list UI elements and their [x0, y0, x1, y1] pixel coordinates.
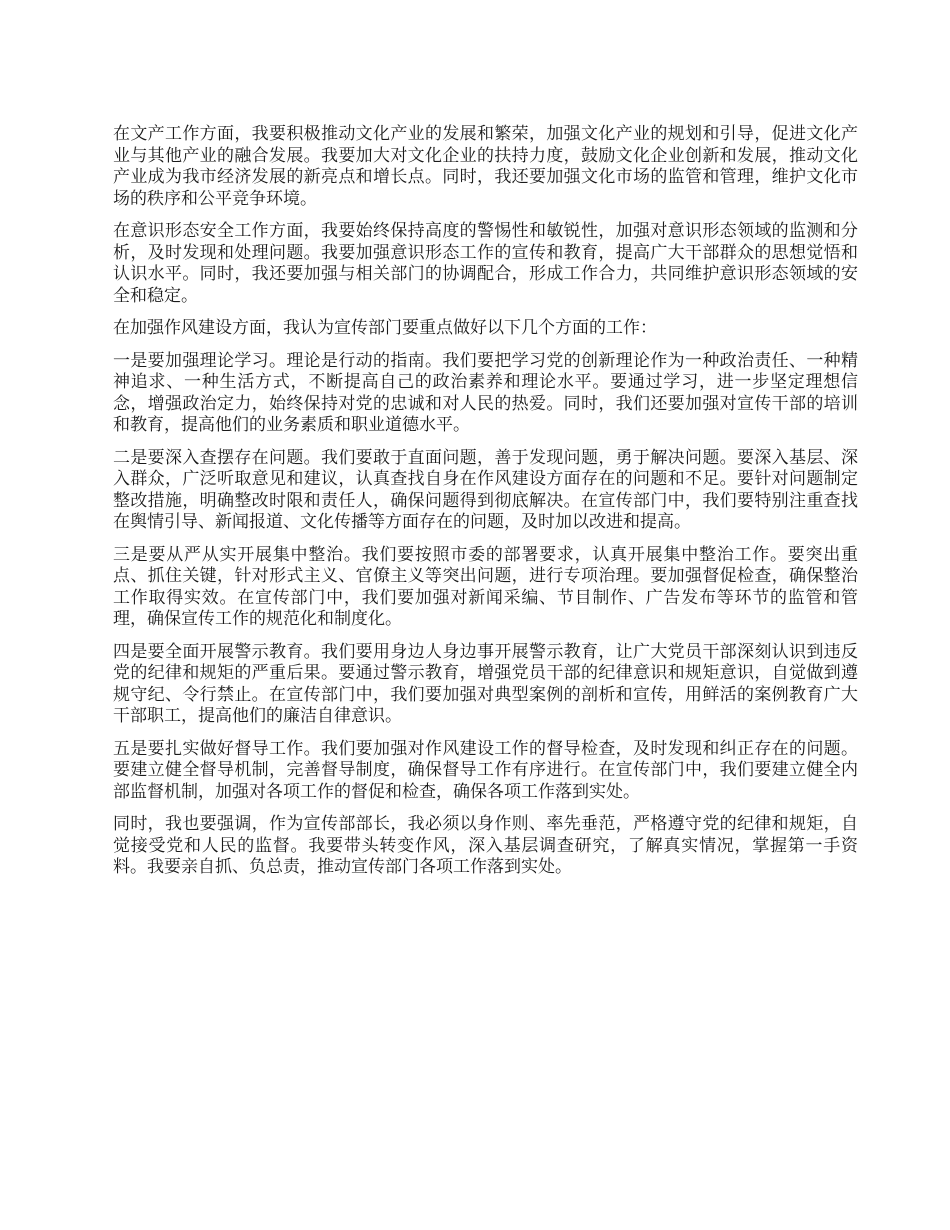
paragraph-cultural-industry: 在文产工作方面，我要积极推动文化产业的发展和繁荣，加强文化产业的规划和引导，促进文化产业与其他产业的融合发展。我要加大对文化企业的扶持力度，鼓励文化企业创新和发展，推动文化产业成为我市经济发展的新亮点和增长点。同时，我还要加强文化市场的监管和管理，维护文化市场的秩序和公平竞争环境。: [113, 124, 858, 209]
paragraph-rectification: 三是要从严从实开展集中整治。我们要按照市委的部署要求，认真开展集中整治工作。要突出重点、抓住关键，针对形式主义、官僚主义等突出问题，进行专项治理。要加强督促检查，确保整治工作取得实效。在宣传部门中，我们要加强对新闻采编、节目制作、广告发布等环节的监管和管理，确保宣传工作的规范化和制度化。: [113, 544, 858, 629]
paragraph-supervision: 五是要扎实做好督导工作。我们要加强对作风建设工作的督导检查，及时发现和纠正存在的问题。要建立健全督导机制，完善督导制度，确保督导工作有序进行。在宣传部门中，我们要建立健全内部监督机制，加强对各项工作的督促和检查，确保各项工作落到实处。: [113, 738, 858, 802]
paragraph-problem-finding: 二是要深入查摆存在问题。我们要敢于直面问题，善于发现问题，勇于解决问题。要深入基层、深入群众，广泛听取意见和建议，认真查找自身在作风建设方面存在的问题和不足。要针对问题制定整改措施，明确整改时限和责任人，确保问题得到彻底解决。在宣传部门中，我们要特别注重查找在舆情引导、新闻报道、文化传播等方面存在的问题，及时加以改进和提高。: [113, 447, 858, 532]
paragraph-warning-education: 四是要全面开展警示教育。我们要用身边人身边事开展警示教育，让广大党员干部深刻认识到违反党的纪律和规矩的严重后果。要通过警示教育，增强党员干部的纪律意识和规矩意识，自觉做到遵规守纪、令行禁止。在宣传部门中，我们要加强对典型案例的剖析和宣传，用鲜活的案例教育广大干部职工，提高他们的廉洁自律意识。: [113, 641, 858, 726]
paragraph-theory-study: 一是要加强理论学习。理论是行动的指南。我们要把学习党的创新理论作为一种政治责任、一种精神追求、一种生活方式，不断提高自己的政治素养和理论水平。要通过学习，进一步坚定理想信念，增强政治定力，始终保持对党的忠诚和对人民的热爱。同时，我们还要加强对宣传干部的培训和教育，提高他们的业务素质和职业道德水平。: [113, 350, 858, 435]
document-body: [113, 124, 858, 890]
paragraph-ideology-security: 在意识形态安全工作方面，我要始终保持高度的警惕性和敏锐性，加强对意识形态领域的监测和分析，及时发现和处理问题。我要加强意识形态工作的宣传和教育，提高广大干部群众的思想觉悟和认识水平。同时，我还要加强与相关部门的协调配合，形成工作合力，共同维护意识形态领域的安全和稳定。: [113, 221, 858, 306]
paragraph-leadership-example: 同时，我也要强调，作为宣传部部长，我必须以身作则、率先垂范，严格遵守党的纪律和规矩，自觉接受党和人民的监督。我要带头转变作风，深入基层调查研究，了解真实情况，掌握第一手资料。我要亲自抓、负总责，推动宣传部门各项工作落到实处。: [113, 814, 858, 877]
paragraph-work-style-intro: 在加强作风建设方面，我认为宣传部门要重点做好以下几个方面的工作：: [113, 318, 657, 338]
